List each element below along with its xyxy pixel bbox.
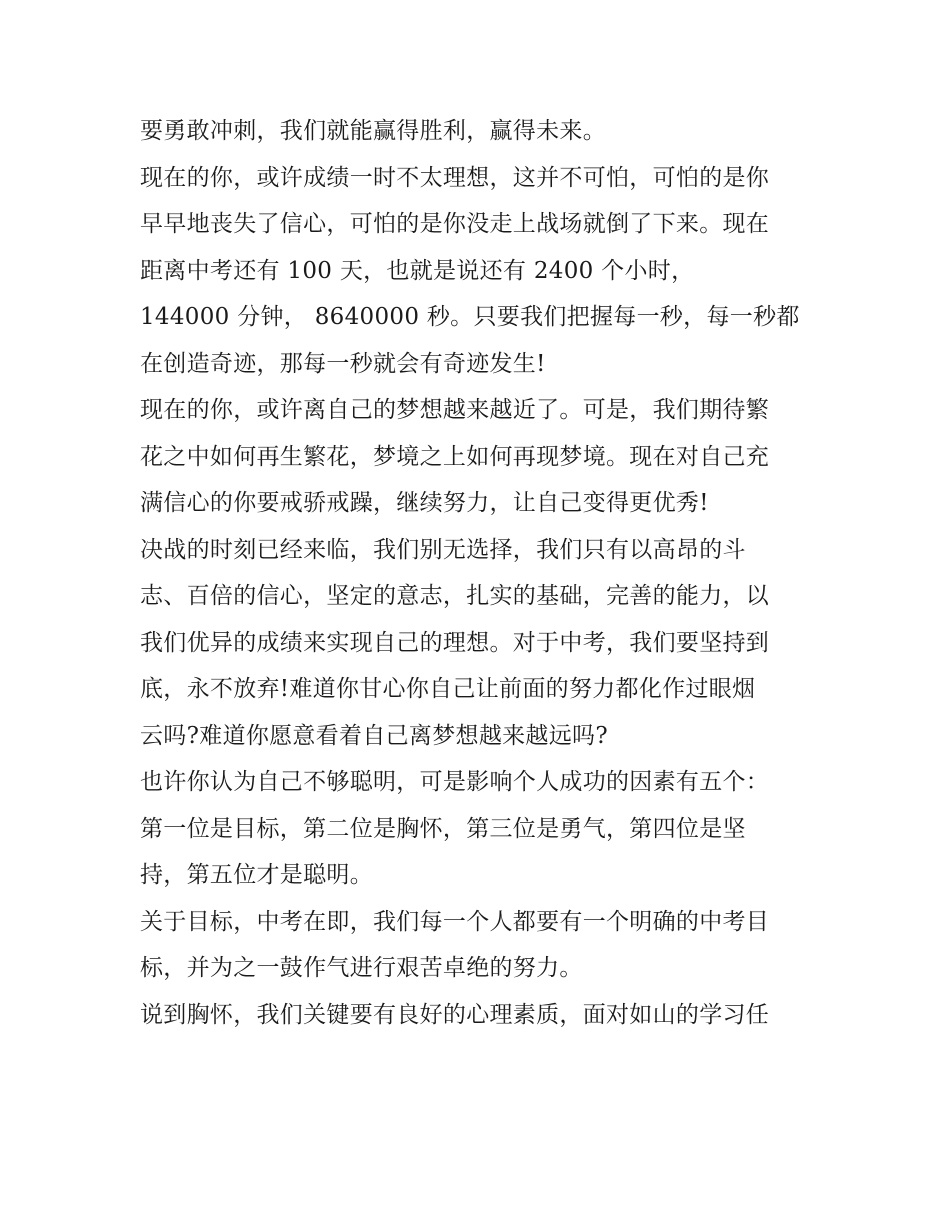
text-line: 关于目标，中考在即，我们每一个人都要有一个明确的中考目 — [140, 908, 770, 935]
text-line: 云吗?难道你愿意看着自己离梦想越来越远吗? — [140, 722, 608, 749]
text-line: 距离中考还有 100 天，也就是说还有 2400 个小时， — [140, 257, 695, 284]
document-body — [140, 108, 820, 1038]
text-line: 早早地丧失了信心，可怕的是你没走上战场就倒了下来。现在 — [140, 211, 770, 237]
text-line: 持，第五位才是聪明。 — [140, 862, 373, 888]
text-line: 志、百倍的信心，坚定的意志，扎实的基础，完善的能力，以 — [140, 583, 770, 609]
text-line: 第一位是目标，第二位是胸怀，第三位是勇气，第四位是坚 — [140, 815, 746, 842]
text-line: 说到胸怀，我们关键要有良好的心理素质，面对如山的学习任 — [140, 1001, 770, 1028]
text-line: 现在的你，或许成绩一时不太理想，这并不可怕，可怕的是你 — [140, 164, 770, 191]
text-line: 花之中如何再生繁花，梦境之上如何再现梦境。现在对自己充 — [140, 443, 770, 470]
text-line: 现在的你，或许离自己的梦想越来越近了。可是，我们期待繁 — [140, 397, 770, 423]
text-line: 标，并为之一鼓作气进行艰苦卓绝的努力。 — [140, 955, 583, 981]
text-line: 我们优异的成绩来实现自己的理想。对于中考，我们要坚持到 — [140, 629, 770, 656]
text-line: 144000 分钟， 8640000 秒。只要我们把握每一秒，每一秒都 — [140, 304, 800, 330]
text-line: 要勇敢冲刺，我们就能赢得胜利，赢得未来。 — [140, 118, 606, 144]
text-line: 决战的时刻已经来临，我们别无选择，我们只有以高昂的斗 — [140, 536, 746, 563]
text-line: 也许你认为自己不够聪明，可是影响个人成功的因素有五个： — [140, 769, 770, 795]
text-line: 在创造奇迹，那每一秒就会有奇迹发生! — [140, 350, 546, 377]
text-line: 底，永不放弃!难道你甘心你自己让前面的努力都化作过眼烟 — [140, 676, 756, 702]
text-line: 满信心的你要戒骄戒躁，继续努力，让自己变得更优秀! — [140, 490, 709, 516]
